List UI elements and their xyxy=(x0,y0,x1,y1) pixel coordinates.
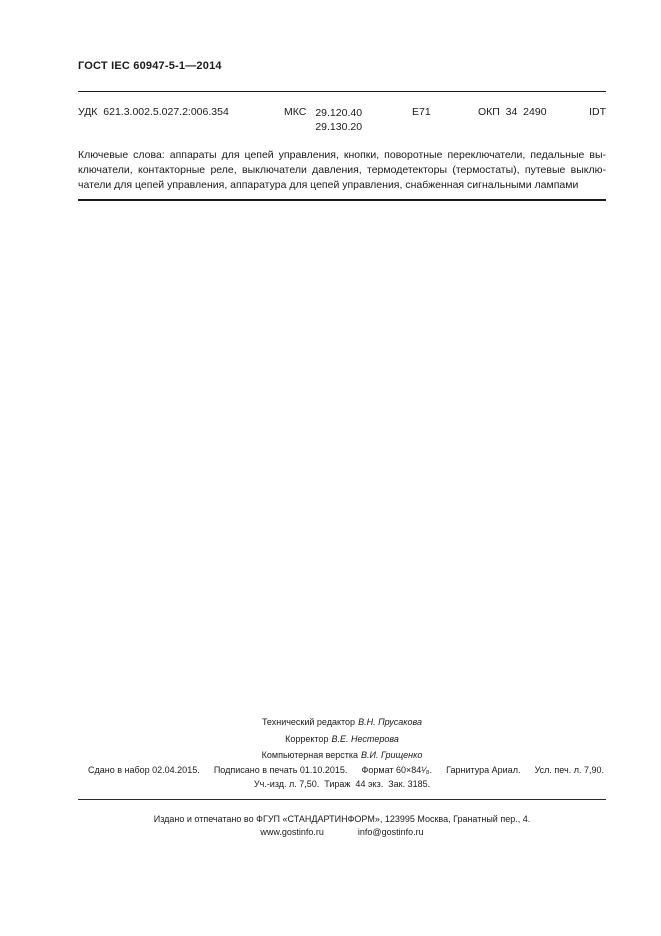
imprint-item-format: Формат 60×84¹⁄₈. xyxy=(361,765,433,775)
idt-mark: IDT xyxy=(589,106,606,118)
keywords-line: чатели для цепей управления, аппаратура для цепей управления, снабженная сигнальными лампами xyxy=(78,179,579,191)
imprint-divider xyxy=(78,799,606,800)
credit-name: В.Е. Нестерова xyxy=(331,733,399,744)
credit-name: В.И. Грищенко xyxy=(361,750,423,760)
imprint-item-print-date: Подписано в печать 01.10.2015. xyxy=(213,765,348,775)
mks-code-2: 29.130.20 xyxy=(315,121,363,133)
credit-role: Технический редактор xyxy=(261,717,356,727)
mks-block xyxy=(284,106,362,134)
publisher-contacts xyxy=(78,826,606,839)
header-divider xyxy=(78,91,606,92)
credits-block xyxy=(78,714,606,764)
keywords-paragraph xyxy=(78,148,606,193)
imprint-line-1 xyxy=(78,765,606,775)
credit-role: Корректор xyxy=(285,733,329,744)
publisher-address: Издано и отпечатано во ФГУП «СТАНДАРТИНФОРМ», 123995 Москва, Гранатный пер., 4. xyxy=(153,814,531,824)
keywords-line: Ключевые слова: аппараты для цепей управления, кнопки, поворотные переключатели, педальные вы- xyxy=(78,149,606,161)
publisher-block xyxy=(78,813,606,839)
okp-code: ОКП 34 2490 xyxy=(478,106,547,118)
mks-label: МКС xyxy=(284,106,307,118)
imprint-item-print-sheets: Усл. печ. л. 7,90. xyxy=(534,765,604,775)
publisher-email: info@gostinfo.ru xyxy=(357,827,424,837)
standard-designation: ГОСТ IEC 60947-5-1—2014 xyxy=(78,60,222,72)
keywords-line: ключатели, контакторные реле, выключатели давления, термодетекторы (термостаты), путевые выклю- xyxy=(78,164,606,176)
credit-line xyxy=(78,747,606,764)
e-code: Е71 xyxy=(412,106,431,118)
credit-line xyxy=(78,714,606,731)
imprint-line-2: Уч.-изд. л. 7,50. Тираж 44 экз. Зак. 3185. xyxy=(253,779,431,789)
publisher-website: www.gostinfo.ru xyxy=(260,827,324,837)
classification-row xyxy=(78,106,606,138)
imprint-item-typeface: Гарнитура Ариал. xyxy=(446,765,521,775)
imprint-block xyxy=(78,765,606,789)
credit-role: Компьютерная верстка xyxy=(261,750,359,760)
udk-code: УДК 621.3.002.5.027.2:006.354 xyxy=(78,106,229,118)
imprint-item-typeset-date: Сдано в набор 02.04.2015. xyxy=(88,765,200,775)
credit-name: В.Н. Прусакова xyxy=(358,717,423,727)
credit-line xyxy=(78,731,606,748)
mks-code-1: 29.120.40 xyxy=(315,107,363,119)
keywords-divider xyxy=(78,199,606,201)
